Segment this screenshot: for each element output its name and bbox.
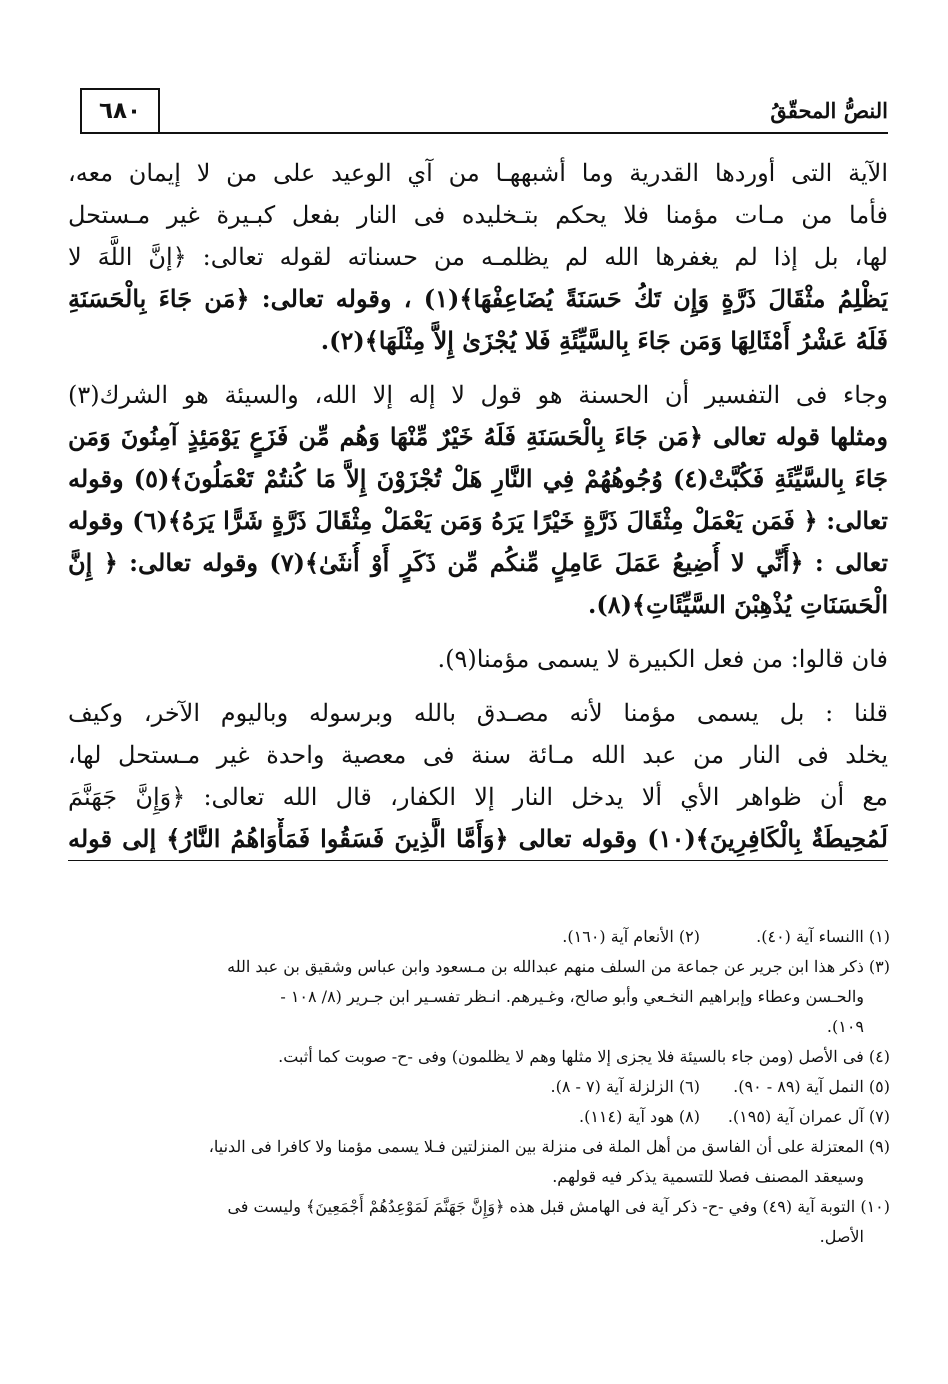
footnote-row [84, 922, 890, 952]
footnote-3: (٣) ذكر هذا ابن جرير عن جماعة من السلف منهم عبدالله بن مـسعود وابن عباس وشقيق بن عبد الله [227, 957, 890, 976]
footnote-2: (٢) الأنعام آية (١٦٠). [562, 927, 700, 946]
text-line: تعالى : ﴿أَنِّي لا أُضِيعُ عَمَلَ عَامِلٍ مِّنكُم مِّن ذَكَرٍ أَوْ أُنثَىٰ﴾(٧) وقوله تعالى: ﴿ إِنَّ [68, 548, 888, 577]
text-line: الآية التى أوردها القدرية وما أشبههـا من آي الوعيد على من لا إيمان معه، [68, 159, 888, 187]
text-line: لها، بل إذا لم يغفرها الله لم يظلمـه من حسناته لقوله تعالى: ﴿إنَّ اللَّهَ لا [68, 243, 888, 271]
footnotes [84, 922, 890, 1252]
text-line: الْحَسَنَاتِ يُذْهِبْنَ السَّيِّئَاتِ﴾(٨). [588, 590, 888, 619]
footnote-3-continued: ١٠٩). [826, 1017, 864, 1036]
footnote-4: (٤) فى الأصل (ومن جاء بالسيئة فلا يجزى إلا مثلها وهم لا يظلمون) وفى -ح- صوبت كما أثبت. [278, 1047, 890, 1066]
footnote-10: (١٠) التوبة آية (٤٩) وفي -ح- ذكر آية فى الهامش قبل هذه ﴿وَإِنَّ جَهَنَّمَ لَمَوْعِدُهُمْ أَجْمَعِينَ﴾ وليست فى [227, 1197, 890, 1216]
text-line: فأما من مـات مؤمنا فلا يحكم بتـخليده فى النار بفعل كبـيرة غير مـستحل [68, 201, 888, 229]
footnote-5: (٥) النمل آية (٨٩ - ٩٠). [733, 1077, 890, 1096]
footnote-9: (٩) المعتزلة على أن الفاسق من أهل الملة فى منزلة بين المنزلتين فـلا يسمى مؤمنا ولا كافرا فى الدنيا، [208, 1137, 890, 1156]
footnote-10-continued: الأصل. [819, 1227, 864, 1246]
page-header [80, 84, 888, 142]
text-line: تعالى: ﴿ فَمَن يَعْمَلْ مِثْقَالَ ذَرَّةٍ خَيْرًا يَرَهُ وَمَن يَعْمَلْ مِثْقَالَ ذَرَّةٍ شَرًّا يَرَهُ﴾(٦) وقوله [68, 506, 888, 535]
footnote-7: (٧) آل عمران آية (١٩٥). [727, 1107, 890, 1126]
paragraph-gap [68, 626, 888, 638]
text-line: قلنا : بل يسمى مؤمنا لأنه مصـدق بالله وبرسوله وباليوم الآخر، وكيف [68, 699, 888, 727]
text-line: يخلد فى النار من عبد الله مـائة سنة فى معصية واحدة غير مـستحل لها، [68, 741, 888, 769]
footnote-row [84, 1102, 890, 1132]
page-number: ٦٨٠ [80, 88, 160, 134]
text-line: فان قالوا: من فعل الكبيرة لا يسمى مؤمنا(٩). [437, 645, 888, 673]
text-line: مع أن ظواهر الأي ألا يدخل النار إلا الكفار، قال الله تعالى: ﴿وَإِنَّ جَهَنَّمَ [68, 783, 888, 811]
text-line: جَاءَ بِالسَّيِّئَةِ فَكُبَّتْ(٤) وُجُوهُهُمْ فِي النَّارِ هَلْ تُجْزَوْنَ إِلاَّ مَا كُنتُمْ تَعْمَلُونَ﴾(٥) وقوله [68, 464, 888, 493]
header-rule [160, 132, 888, 134]
text-line: فَلَهُ عَشْرُ أَمْثَالِهَا وَمَن جَاءَ بِالسَّيِّئَةِ فَلا يُجْزَىٰ إِلاَّ مِثْلَهَا﴾(٢). [320, 326, 888, 355]
footnote-6: (٦) الزلزلة آية (٧ - ٨). [550, 1077, 700, 1096]
text-line: لَمُحِيطَةٌ بِالْكَافِرِينَ﴾(١٠) وقوله تعالى ﴿وَأَمَّا الَّذِينَ فَسَقُوا فَمَأْوَاهُمُ النَّارُ﴾ إلى قوله [68, 818, 888, 861]
running-title: النصُّ المحقّقُ [770, 98, 888, 123]
paragraph-gap [68, 680, 888, 692]
text-line: يَظْلِمُ مثْقَالَ ذَرَّةٍ وَإِن تَكُ حَسَنَةً يُضَاعِفْهَا﴾(١) ، وقوله تعالى: ﴿مَن جَاءَ بِالْحَسَنَةِ [68, 284, 888, 313]
footnote-row [84, 1072, 890, 1102]
footnote-9-continued: وسيعقد المصنف فصلا للتسمية يذكر فيه قولهم. [552, 1167, 864, 1186]
paragraph-gap [68, 362, 888, 374]
main-text [68, 152, 888, 861]
footnote-3-continued: والحـسن وعطاء وإبراهيم النخـعي وأبو صالح، وغـيرهم. انـظر تفسـير ابن جـرير (٨/ ١٠٨ - [280, 987, 864, 1006]
text-line: وجاء فى التفسير أن الحسنة هو قول لا إله إلا الله، والسيئة هو الشرك(٣) [68, 381, 888, 409]
footnote-8: (٨) هود آية (١١٤). [579, 1107, 700, 1126]
footnote-1: (١) االنساء آية (٤٠). [756, 927, 890, 946]
text-line: ومثلها قوله تعالى ﴿مَن جَاءَ بِالْحَسَنَةِ فَلَهُ خَيْرٌ مِّنْهَا وَهُم مِّن فَزَعٍ يَوْمَئِذٍ آمِنُونَ وَمَن [68, 422, 888, 451]
